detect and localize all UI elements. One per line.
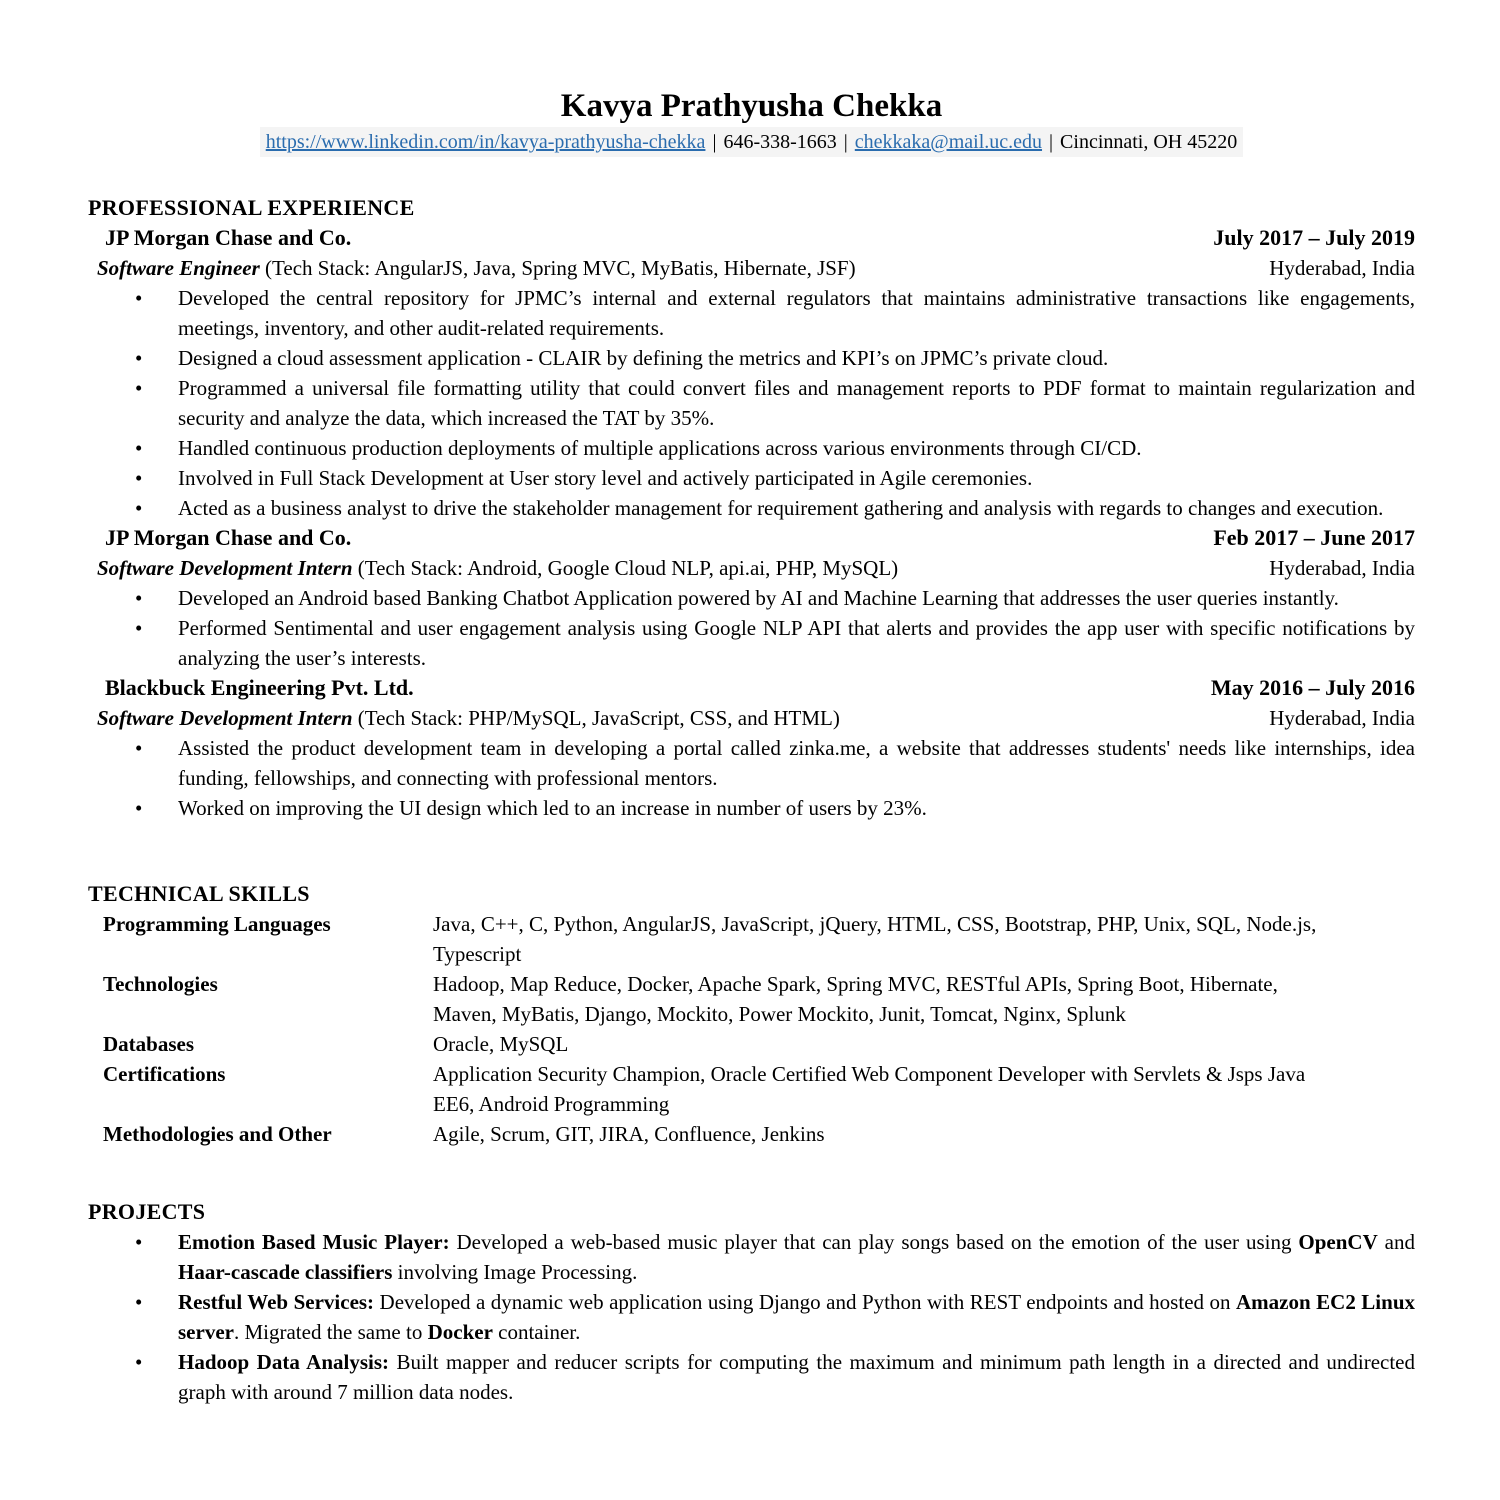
job-bullet-list [178, 283, 1415, 523]
project-item [178, 1347, 1415, 1407]
job-role-line [97, 553, 898, 583]
skill-value: Application Security Champion, Oracle Certified Web Component Developer with Servlets & Jsps Java EE6, Android Programming [433, 1062, 1306, 1116]
section-experience [88, 193, 1415, 823]
bullet-item: • Handled continuous production deployments of multiple applications across various environments through CI/CD. [178, 433, 1415, 463]
job-tech-stack: (Tech Stack: AngularJS, Java, Spring MVC, MyBatis, Hibernate, JSF) [259, 256, 856, 280]
job-role: Software Development Intern [97, 706, 353, 730]
bullet-item: • Designed a cloud assessment application - CLAIR by defining the metrics and KPI’s on JPMC’s private cloud. [178, 343, 1415, 373]
section-skills [88, 879, 1415, 1149]
job-role-line [97, 253, 856, 283]
bullet-item: • Involved in Full Stack Development at User story level and actively participated in Agile ceremonies. [178, 463, 1415, 493]
bullet-item: • Developed the central repository for JPMC’s internal and external regulators that maintains administrative transactions like engagements, meetings, inventory, and other audit-related requirements. [178, 283, 1415, 343]
job-role: Software Engineer [97, 256, 260, 280]
job-entry [88, 523, 1415, 673]
linkedin-link[interactable]: https://www.linkedin.com/in/kavya-prathyusha-chekka [265, 131, 706, 153]
section-projects [88, 1197, 1415, 1407]
project-text: . Migrated the same to [233, 1320, 428, 1344]
bullet-item: • Assisted the product development team in developing a portal called zinka.me, a website that addresses students' needs like internships, idea funding, fellowships, and connecting with professional mentors. [178, 733, 1415, 793]
skill-label: Databases [103, 1032, 195, 1056]
project-text-bold: Amazon EC2 Linux server [178, 1290, 1416, 1344]
contact-separator: | [843, 131, 848, 153]
job-role: Software Development Intern [97, 556, 353, 580]
section-title-skills: TECHNICAL SKILLS [88, 881, 310, 906]
project-list [178, 1227, 1415, 1407]
skill-value: Agile, Scrum, GIT, JIRA, Confluence, Jenkins [433, 1122, 825, 1146]
project-text: involving Image Processing. [392, 1260, 638, 1284]
project-text: and [1377, 1230, 1416, 1254]
project-item [178, 1287, 1415, 1347]
bullet-item: • Worked on improving the UI design which led to an increase in number of users by 23%. [178, 793, 1415, 823]
job-entry [88, 673, 1415, 823]
contact-separator: | [1049, 131, 1054, 153]
job-location: Hyderabad, India [1269, 706, 1415, 730]
job-bullet-list [178, 583, 1415, 673]
project-title: Emotion Based Music Player: [178, 1230, 450, 1254]
job-bullet-list [178, 733, 1415, 823]
skills-table [103, 909, 1415, 1149]
location-text: Cincinnati, OH 45220 [1060, 131, 1238, 153]
skill-label: Programming Languages [103, 912, 331, 936]
contact-line [260, 127, 1244, 157]
project-title: Hadoop Data Analysis: [178, 1350, 390, 1374]
job-entry [88, 223, 1415, 523]
job-dates: May 2016 – July 2016 [1210, 675, 1415, 700]
job-role-line [97, 703, 840, 733]
skill-label: Technologies [103, 972, 218, 996]
job-company: JP Morgan Chase and Co. [105, 225, 352, 250]
job-tech-stack: (Tech Stack: Android, Google Cloud NLP, api.ai, PHP, MySQL) [352, 556, 899, 580]
project-text-bold: Haar-cascade classifiers [178, 1260, 393, 1284]
project-text: Developed a dynamic web application using Django and Python with REST endpoints and hosted on [374, 1290, 1236, 1314]
skill-value: Hadoop, Map Reduce, Docker, Apache Spark, Spring MVC, RESTful APIs, Spring Boot, Hibernate, Maven, MyBatis, Django, Mockito, Power Mockito, Junit, Tomcat, Nginx, Splunk [433, 972, 1278, 1026]
section-title-projects: PROJECTS [88, 1199, 206, 1224]
section-title-experience: PROFESSIONAL EXPERIENCE [88, 195, 415, 220]
job-dates: Feb 2017 – June 2017 [1213, 525, 1415, 550]
project-text: container. [492, 1320, 581, 1344]
skill-label: Certifications [103, 1062, 226, 1086]
bullet-item: • Developed an Android based Banking Chatbot Application powered by AI and Machine Learning that addresses the user queries instantly. [178, 583, 1415, 613]
bullet-item: • Programmed a universal file formatting utility that could convert files and management reports to PDF format to maintain regularization and security and analyze the data, which increased the TAT by 35%. [178, 373, 1415, 433]
contact-separator: | [712, 131, 717, 153]
project-item [178, 1227, 1415, 1287]
job-location: Hyderabad, India [1269, 556, 1415, 580]
project-text-bold: OpenCV [1298, 1230, 1378, 1254]
skill-value: Oracle, MySQL [433, 1032, 569, 1056]
project-text: Built mapper and reducer scripts for computing the maximum and minimum path length in a directed and undirected graph with around 7 million data nodes. [178, 1350, 1415, 1404]
project-title: Restful Web Services: [178, 1290, 375, 1314]
job-tech-stack: (Tech Stack: PHP/MySQL, JavaScript, CSS, and HTML) [352, 706, 840, 730]
email-link[interactable]: chekkaka@mail.uc.edu [854, 131, 1043, 153]
skill-value: Java, C++, C, Python, AngularJS, JavaScript, jQuery, HTML, CSS, Bootstrap, PHP, Unix, SQL, Node.js, Typescript [433, 912, 1317, 966]
project-text-bold: Docker [427, 1320, 493, 1344]
job-dates: July 2017 – July 2019 [1213, 225, 1415, 250]
bullet-item: • Performed Sentimental and user engagement analysis using Google NLP API that alerts and provides the app user with specific notifications by analyzing the user’s interests. [178, 613, 1415, 673]
bullet-item: • Acted as a business analyst to drive the stakeholder management for requirement gathering and analysis with regards to changes and execution. [178, 493, 1415, 523]
job-company: JP Morgan Chase and Co. [105, 525, 352, 550]
skill-label: Methodologies and Other [103, 1122, 332, 1146]
candidate-name: Kavya Prathyusha Chekka [560, 88, 943, 124]
phone-number: 646-338-1663 [723, 131, 837, 153]
job-location: Hyderabad, India [1269, 256, 1415, 280]
project-text: Developed a web-based music player that can play songs based on the emotion of the user using [449, 1230, 1299, 1254]
job-company: Blackbuck Engineering Pvt. Ltd. [105, 675, 414, 700]
resume-header [88, 86, 1415, 157]
